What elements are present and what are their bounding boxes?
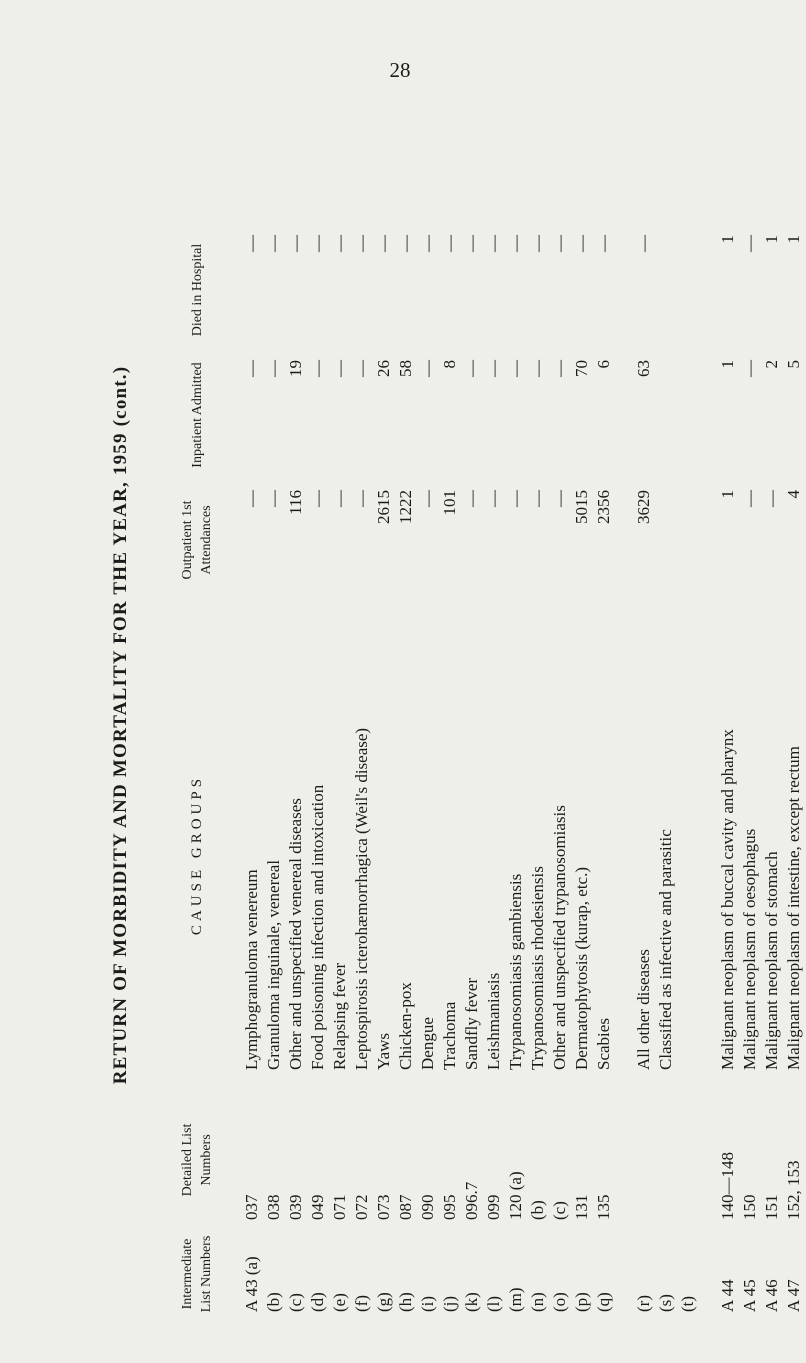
intermediate-number: (i) <box>418 1295 437 1312</box>
inpatient-value: 1 <box>718 360 737 369</box>
table-row <box>264 130 286 1320</box>
outpatient-value: 116 <box>286 490 305 515</box>
inpatient-value: — <box>352 360 371 377</box>
intermediate-number: A 44 <box>718 1279 737 1312</box>
died-value: — <box>550 235 569 252</box>
died-value: — <box>440 235 459 252</box>
died-value: — <box>330 235 349 252</box>
inpatient-value: — <box>484 360 503 377</box>
table-row <box>740 130 762 1320</box>
outpatient-value: — <box>264 490 283 507</box>
outpatient-value: — <box>550 490 569 507</box>
cause-name: Food poisoning infection and intoxication <box>308 784 327 1070</box>
table-row <box>572 130 594 1320</box>
died-value: — <box>308 235 327 252</box>
header-inpatient: Inpatient Admitted <box>189 362 205 468</box>
intermediate-number: A 43 (a) <box>242 1256 261 1312</box>
table-row <box>286 130 308 1320</box>
inpatient-value: — <box>264 360 283 377</box>
table-row <box>484 130 506 1320</box>
inpatient-value: 2 <box>762 360 781 369</box>
table-row <box>396 130 418 1320</box>
header-intermediate: Intermediate List Numbers <box>180 1235 214 1313</box>
page-number: 28 <box>389 58 411 82</box>
outpatient-value: 5015 <box>572 490 591 524</box>
died-value: — <box>374 235 393 252</box>
cause-name: Trypanosomiasis rhodesiensis <box>528 866 547 1070</box>
inpatient-value: 5 <box>784 360 803 369</box>
inpatient-value: — <box>528 360 547 377</box>
inpatient-value: 19 <box>286 360 305 377</box>
intermediate-number: (p) <box>572 1292 591 1312</box>
outpatient-value: 1222 <box>396 490 415 524</box>
died-value: — <box>462 235 481 252</box>
detailed-number: 087 <box>396 1194 415 1220</box>
inpatient-value: — <box>242 360 261 377</box>
outpatient-value: — <box>462 490 481 507</box>
intermediate-number: (k) <box>462 1292 481 1312</box>
cause-name: Lymphogranuloma venereum <box>242 869 261 1070</box>
died-value: — <box>286 235 305 252</box>
cause-name: Classified as infective and parasitic <box>656 829 675 1070</box>
table-row <box>418 130 440 1320</box>
cause-name: Leishmaniasis <box>484 972 503 1070</box>
outpatient-value: — <box>762 490 781 507</box>
died-value: — <box>528 235 547 252</box>
cause-name: Trachoma <box>440 1001 459 1070</box>
died-value: — <box>352 235 371 252</box>
outpatient-value: — <box>528 490 547 507</box>
table-row <box>462 130 484 1320</box>
cause-name: Malignant neoplasm of buccal cavity and pharynx <box>718 729 737 1070</box>
died-value: — <box>634 235 653 252</box>
cause-name: All other diseases <box>634 949 653 1070</box>
cause-name: Malignant neoplasm of oesophagus <box>740 828 759 1070</box>
detailed-number: 140—148 <box>718 1152 737 1220</box>
intermediate-number: (g) <box>374 1292 393 1312</box>
rotated-table <box>110 130 803 1320</box>
cause-name: Leptospirosis icterohæmorrhagica (Weil's disease) <box>352 727 371 1070</box>
table-row <box>634 130 656 1320</box>
died-value: — <box>396 235 415 252</box>
table-row <box>762 130 784 1320</box>
detailed-number: 038 <box>264 1194 283 1220</box>
detailed-number: 072 <box>352 1194 371 1220</box>
table-row <box>506 130 528 1320</box>
outpatient-value: — <box>308 490 327 507</box>
intermediate-number: A 45 <box>740 1279 759 1312</box>
intermediate-number: (f) <box>352 1295 371 1312</box>
died-value: — <box>740 235 759 252</box>
cause-name: Granuloma inguinale, venereal <box>264 859 283 1070</box>
outpatient-value: 3629 <box>634 490 653 524</box>
table-row <box>718 130 740 1320</box>
cause-name: Other and unspecified trypanosomiasis <box>550 805 569 1070</box>
table-row <box>594 130 616 1320</box>
inpatient-value: 8 <box>440 360 459 369</box>
report-title: RETURN OF MORBIDITY AND MORTALITY FOR THE YEAR, 1959 (cont.) <box>110 365 131 1085</box>
intermediate-number: (m) <box>506 1287 525 1312</box>
intermediate-number: (j) <box>440 1295 459 1312</box>
inpatient-value: — <box>550 360 569 377</box>
detailed-number: (c) <box>550 1201 569 1220</box>
table-row <box>330 130 352 1320</box>
cause-name: Trypanosomiasis gambiensis <box>506 873 525 1070</box>
intermediate-number: (s) <box>656 1294 675 1312</box>
table-row <box>440 130 462 1320</box>
cause-name: Sandfly fever <box>462 977 481 1070</box>
outpatient-value: — <box>352 490 371 507</box>
cause-name: Dermatophytosis (kurap, etc.) <box>572 867 591 1070</box>
intermediate-number: (r) <box>634 1295 653 1312</box>
table-row <box>374 130 396 1320</box>
intermediate-number: A 46 <box>762 1279 781 1312</box>
detailed-number: (b) <box>528 1200 547 1220</box>
detailed-number: 099 <box>484 1194 503 1220</box>
inpatient-value: 26 <box>374 360 393 377</box>
detailed-number: 071 <box>330 1194 349 1220</box>
intermediate-number: (o) <box>550 1292 569 1312</box>
detailed-number: 039 <box>286 1194 305 1220</box>
detailed-number: 095 <box>440 1194 459 1220</box>
inpatient-value: — <box>506 360 525 377</box>
detailed-number: 152, 153 <box>784 1160 803 1220</box>
detailed-number: 037 <box>242 1194 261 1220</box>
died-value: — <box>506 235 525 252</box>
header-outpatient: Outpatient 1st Attendances <box>180 500 214 580</box>
died-value: — <box>484 235 503 252</box>
detailed-number: 135 <box>594 1194 613 1220</box>
intermediate-number: (n) <box>528 1292 547 1312</box>
inpatient-value: — <box>462 360 481 377</box>
died-value: 1 <box>784 235 803 244</box>
intermediate-number: A 47 <box>784 1279 803 1312</box>
intermediate-number: (e) <box>330 1293 349 1312</box>
intermediate-number: (l) <box>484 1295 503 1312</box>
died-value: 1 <box>718 235 737 244</box>
table-row <box>352 130 374 1320</box>
outpatient-value: — <box>484 490 503 507</box>
inpatient-value: 70 <box>572 360 591 377</box>
outpatient-value: 101 <box>440 490 459 516</box>
header-detailed: Detailed List Numbers <box>180 1123 214 1197</box>
table-row <box>528 130 550 1320</box>
intermediate-number: (q) <box>594 1292 613 1312</box>
cause-name: Chicken-pox <box>396 982 415 1070</box>
outpatient-value: 1 <box>718 490 737 499</box>
cause-name: Dengue <box>418 1017 437 1070</box>
outpatient-value: — <box>330 490 349 507</box>
cause-name: Other and unspecified venereal diseases <box>286 798 305 1070</box>
detailed-number: 090 <box>418 1194 437 1220</box>
table-row <box>678 130 700 1320</box>
cause-name: Scabies <box>594 1018 613 1070</box>
inpatient-value: — <box>418 360 437 377</box>
intermediate-number: (c) <box>286 1293 305 1312</box>
detailed-number: 096.7 <box>462 1181 481 1220</box>
cause-name: Malignant neoplasm of intestine, except rectum <box>784 746 803 1070</box>
header-died: Died in Hospital <box>189 243 205 337</box>
cause-name: Relapsing fever <box>330 962 349 1070</box>
inpatient-value: 6 <box>594 360 613 369</box>
intermediate-number: (t) <box>678 1295 697 1312</box>
header-row <box>162 130 232 1320</box>
inpatient-value: — <box>330 360 349 377</box>
detailed-number: 151 <box>762 1194 781 1220</box>
outpatient-value: 2615 <box>374 490 393 524</box>
detailed-number: 150 <box>740 1194 759 1220</box>
table-row <box>308 130 330 1320</box>
died-value: — <box>572 235 591 252</box>
died-value: — <box>242 235 261 252</box>
table-body <box>162 130 803 1320</box>
outpatient-value: — <box>506 490 525 507</box>
died-value: 1 <box>762 235 781 244</box>
outpatient-value: — <box>418 490 437 507</box>
cause-name: Yaws <box>374 1032 393 1070</box>
outpatient-value: 2356 <box>594 490 613 524</box>
table-row <box>550 130 572 1320</box>
detailed-number: 120 (a) <box>506 1171 525 1220</box>
inpatient-value: 58 <box>396 360 415 377</box>
table-row <box>656 130 678 1320</box>
outpatient-value: — <box>242 490 261 507</box>
inpatient-value: — <box>308 360 327 377</box>
outpatient-value: 4 <box>784 490 803 499</box>
detailed-number: 131 <box>572 1194 591 1220</box>
intermediate-number: (h) <box>396 1292 415 1312</box>
detailed-number: 073 <box>374 1194 393 1220</box>
detailed-number: 049 <box>308 1194 327 1220</box>
intermediate-number: (d) <box>308 1292 327 1312</box>
cause-name: Malignant neoplasm of stomach <box>762 851 781 1070</box>
inpatient-value: 63 <box>634 360 653 377</box>
outpatient-value: — <box>740 490 759 507</box>
inpatient-value: — <box>740 360 759 377</box>
header-cause-groups: CAUSE GROUPS <box>188 774 205 936</box>
table-row <box>242 130 264 1320</box>
died-value: — <box>594 235 613 252</box>
intermediate-number: (b) <box>264 1292 283 1312</box>
died-value: — <box>264 235 283 252</box>
died-value: — <box>418 235 437 252</box>
table-row <box>784 130 806 1320</box>
